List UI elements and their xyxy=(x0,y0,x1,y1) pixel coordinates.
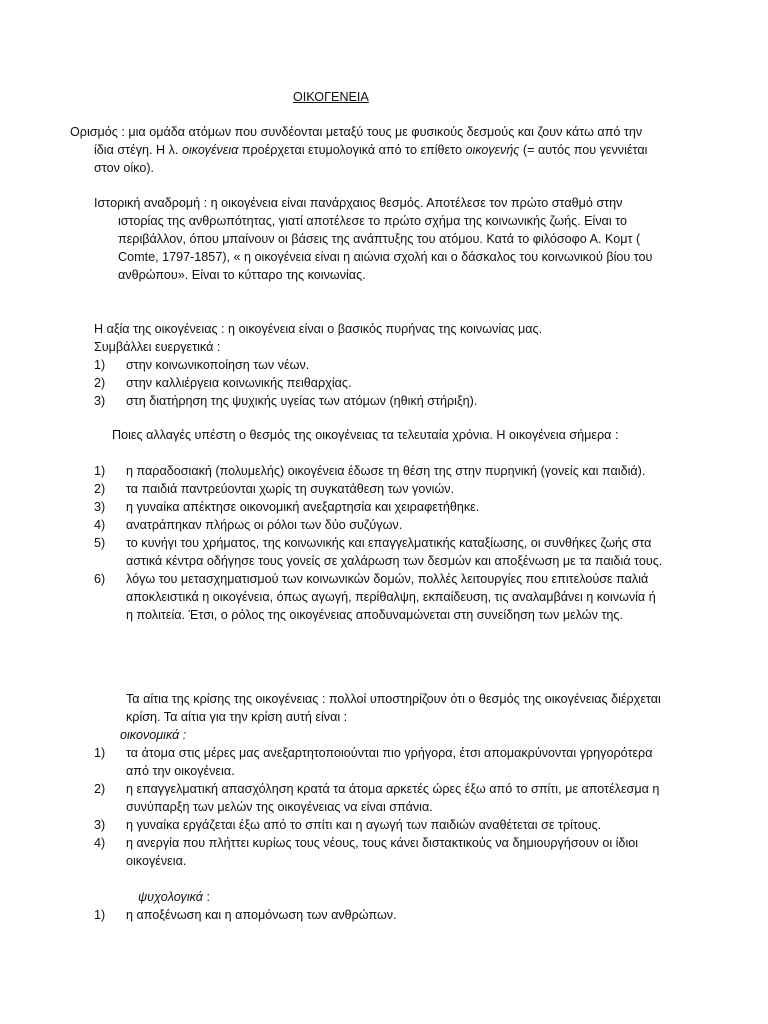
psychological-list xyxy=(94,906,664,924)
definition-adjective: οικογενής xyxy=(465,143,520,157)
list-item: 6) λόγω του μετασχηματισμού των κοινωνικών δομών, πολλές λειτουργίες που επιτελούσε παλιά αποκλειστικά η οικογένεια, όπως αγωγή, περίθαλψη, εκπαίδευση, τις αναλαμβάνει η κοινωνία ή η πολιτεία. Έτσι, ο ρόλος της οικογένειας αποδυναμώνεται στη συνείδηση των μελών της. xyxy=(94,572,656,622)
crisis-paragraph xyxy=(126,690,664,726)
psychological-label-line: ψυχολογικά : xyxy=(138,890,210,904)
definition-label: Ορισμός : xyxy=(70,125,125,139)
definition-paragraph xyxy=(70,123,664,177)
list-item: 2) η επαγγελματική απασχόληση κρατά τα άτομα αρκετές ώρες έξω από το σπίτι, με αποτέλεσμα η συνύπαρξη των μελών της οικογένειας να είναι σπάνια. xyxy=(94,782,660,814)
changes-list xyxy=(94,462,664,624)
crisis-label: Τα αίτια της κρίσης της οικογένειας : xyxy=(126,692,326,706)
value-list xyxy=(94,356,664,410)
history-paragraph xyxy=(94,194,664,284)
economic-list xyxy=(94,744,664,870)
history-label: Ιστορική αναδρομή : xyxy=(94,196,208,210)
list-item: 4) ανατράπηκαν πλήρως οι ρόλοι των δύο συζύγων. xyxy=(94,518,403,532)
definition-text-c: (= αυτός που γεννιέται στον οίκο). xyxy=(94,143,648,175)
history-text: η οικογένεια είναι πανάρχαιος θεσμός. Αποτέλεσε τον πρώτο σταθμό στην ιστορίας της ανθρωπότητας, γιατί αποτέλεσε το πρώτο σχήμα της κοινωνικής ζωής. Είναι το περιβάλλον, όπου μπαίνουν οι βάσεις της ανάπτυξης του ατόμου. Κατά το φιλόσοφο Α. Κομτ ( Comte, 1797-1857), « η οικογένεια είναι η αιώνια σχολή και ο δάσκαλος του κοινωνικού βίου του ανθρώπου». Είναι το κύτταρο της κοινωνίας. xyxy=(118,196,653,282)
value-paragraph xyxy=(94,320,664,338)
definition-term: οικογένεια xyxy=(181,143,239,157)
value-text: η οικογένεια είναι ο βασικός πυρήνας της κοινωνίας μας. xyxy=(224,322,543,336)
list-item: 3) η γυναίκα απέκτησε οικονομική ανεξαρτησία και χειραφετήθηκε. xyxy=(94,500,480,514)
list-item: 1) η αποξένωση και η απομόνωση των ανθρώπων. xyxy=(94,908,397,922)
list-item: 2) στην καλλιέργεια κοινωνικής πειθαρχίας. xyxy=(94,376,352,390)
value-label: Η αξία της οικογένειας : xyxy=(94,322,225,336)
psychological-label: ψυχολογικά xyxy=(138,890,203,904)
list-item: 3) η γυναίκα εργάζεται έξω από το σπίτι και η αγωγή των παιδιών αναθέτεται σε τρίτους. xyxy=(94,818,602,832)
definition-text-b: προέρχεται ετυμολογικά από το επίθετο xyxy=(238,143,466,157)
list-item: 1) στην κοινωνικοποίηση των νέων. xyxy=(94,358,310,372)
list-item: 4) η ανεργία που πλήττει κυρίως τους νέους, τους κάνει διστακτικούς να δημιουργήσουν οι ίδιοι οικογένεια. xyxy=(94,836,639,868)
list-item: 1) τα άτομα στις μέρες μας ανεξαρτητοποιούνται πιο γρήγορα, έτσι απομακρύνονται γρηγορότερα από την οικογένεια. xyxy=(94,746,653,778)
crisis-text: πολλοί υποστηρίζουν ότι ο θεσμός της οικογένειας διέρχεται κρίση. Τα αίτια για την κρίση αυτή είναι : xyxy=(126,692,661,724)
list-item: 1) η παραδοσιακή (πολυμελής) οικογένεια έδωσε τη θέση της στην πυρηνική (γονείς και παιδιά). xyxy=(94,464,646,478)
list-item: 2) τα παιδιά παντρεύονται χωρίς τη συγκατάθεση των γονιών. xyxy=(94,482,455,496)
changes-heading: Ποιες αλλαγές υπέστη ο θεσμός της οικογένειας τα τελευταία χρόνια. Η οικογένεια σήμερα : xyxy=(112,428,619,442)
list-item: 5) το κυνήγι του χρήματος, της κοινωνικής και επαγγελματικής καταξίωσης, οι συνθήκες ζωής στα αστικά κέντρα οδήγησε τους γονείς σε χαλάρωση των δεσμών και αποξένωση με τα παιδιά τους. xyxy=(94,536,663,568)
page-title: ΟΙΚΟΓΕΝΕΙΑ xyxy=(293,90,369,104)
list-item: 3) στη διατήρηση της ψυχικής υγείας των ατόμων (ηθική στήριξη). xyxy=(94,394,478,408)
economic-label: οικονομικά : xyxy=(120,728,187,742)
definition-text-a: μια ομάδα ατόμων που συνδέονται μεταξύ τους με φυσικούς δεσμούς και ζουν κάτω από την ίδια στέγη. Η λ. xyxy=(94,125,643,157)
value-subheading: Συμβάλλει ευεργετικά : xyxy=(94,340,221,354)
